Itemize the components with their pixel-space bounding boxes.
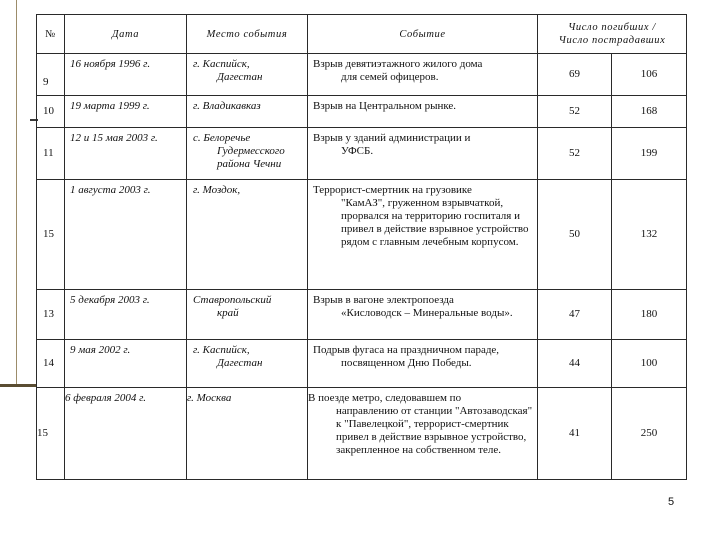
row-num: 14	[43, 357, 54, 369]
row-injured: 199	[612, 128, 687, 180]
row-date: 19 марта 1999 г.	[70, 100, 150, 112]
header-casualties: Число погибших / Число пострадавших	[538, 15, 687, 54]
table-row	[37, 128, 687, 180]
row-dead: 44	[538, 340, 612, 388]
header-place: Место события	[187, 15, 308, 54]
table-row	[37, 54, 687, 96]
row-dead: 69	[538, 54, 612, 96]
table-row	[37, 180, 687, 290]
row-dead: 52	[538, 128, 612, 180]
row-num: 15	[43, 228, 54, 240]
row-date: 6 февраля 2004 г.	[65, 392, 147, 404]
table-row	[37, 388, 687, 480]
left-margin-rule	[16, 0, 17, 385]
row-dead: 47	[538, 290, 612, 340]
row-event: Взрыв девятиэтажного жилого дома для семей офицеров.	[313, 58, 483, 83]
row-place: г. Каспийск, Дагестан	[193, 58, 263, 83]
row-place: г. Каспийск, Дагестан	[193, 344, 263, 369]
row-injured: 100	[612, 340, 687, 388]
row-num: 11	[43, 147, 54, 159]
page-number: 5	[668, 496, 675, 508]
row-event: Подрыв фугаса на праздничном параде, посвященном Дню Победы.	[313, 344, 500, 369]
row-event: Взрыв на Центральном рынке.	[313, 100, 457, 112]
row-place: г. Моздок,	[193, 184, 241, 196]
row-event: Взрыв у зданий администрации и УФСБ.	[313, 132, 471, 157]
row-place: г. Владикавказ	[193, 100, 261, 112]
row-event: В поезде метро, следовавшем по направлению от станции "Автозаводская" к "Павелецкой", террорист-смертник привел в действие взрывное устройство, закрепленное на собственном теле.	[308, 392, 533, 456]
row-dead: 41	[538, 388, 612, 480]
row-num: 15	[37, 427, 48, 439]
row-event: Террорист-смертник на грузовике "КамАЗ", груженном взрывчаткой, прорвался на территорию госпиталя и привел в действие взрывное устройство рядом с главным лечебным корпусом.	[313, 184, 529, 248]
row-dead: 50	[538, 180, 612, 290]
row-dead: 52	[538, 96, 612, 128]
row-place: г. Москва	[187, 392, 232, 404]
row-injured: 250	[612, 388, 687, 480]
row-num: 9	[43, 76, 49, 88]
row-date: 16 ноября 1996 г.	[70, 58, 151, 70]
row-date: 12 и 15 мая 2003 г.	[70, 132, 158, 144]
row-injured: 168	[612, 96, 687, 128]
row-date: 9 мая 2002 г.	[70, 344, 131, 356]
row-injured: 106	[612, 54, 687, 96]
row-place: с. Белоречье Гудермесского района Чечни	[193, 132, 285, 170]
table-row	[37, 340, 687, 388]
header-date: Дата	[65, 15, 187, 54]
row-injured: 180	[612, 290, 687, 340]
left-margin-bar	[0, 384, 36, 387]
table-header-row	[37, 15, 687, 54]
terror-attacks-table	[36, 14, 687, 480]
row-num: 10	[43, 105, 54, 117]
row-injured: 132	[612, 180, 687, 290]
row-date: 1 августа 2003 г.	[70, 184, 151, 196]
row-event: Взрыв в вагоне электропоезда «Кисловодск – Минеральные воды».	[313, 294, 513, 319]
table-row	[37, 96, 687, 128]
row-num: 13	[43, 308, 54, 320]
header-event: Событие	[308, 15, 538, 54]
row-date: 5 декабря 2003 г.	[70, 294, 150, 306]
header-num: №	[37, 15, 65, 54]
table-row	[37, 290, 687, 340]
row-place: Ставропольский край	[193, 294, 272, 319]
